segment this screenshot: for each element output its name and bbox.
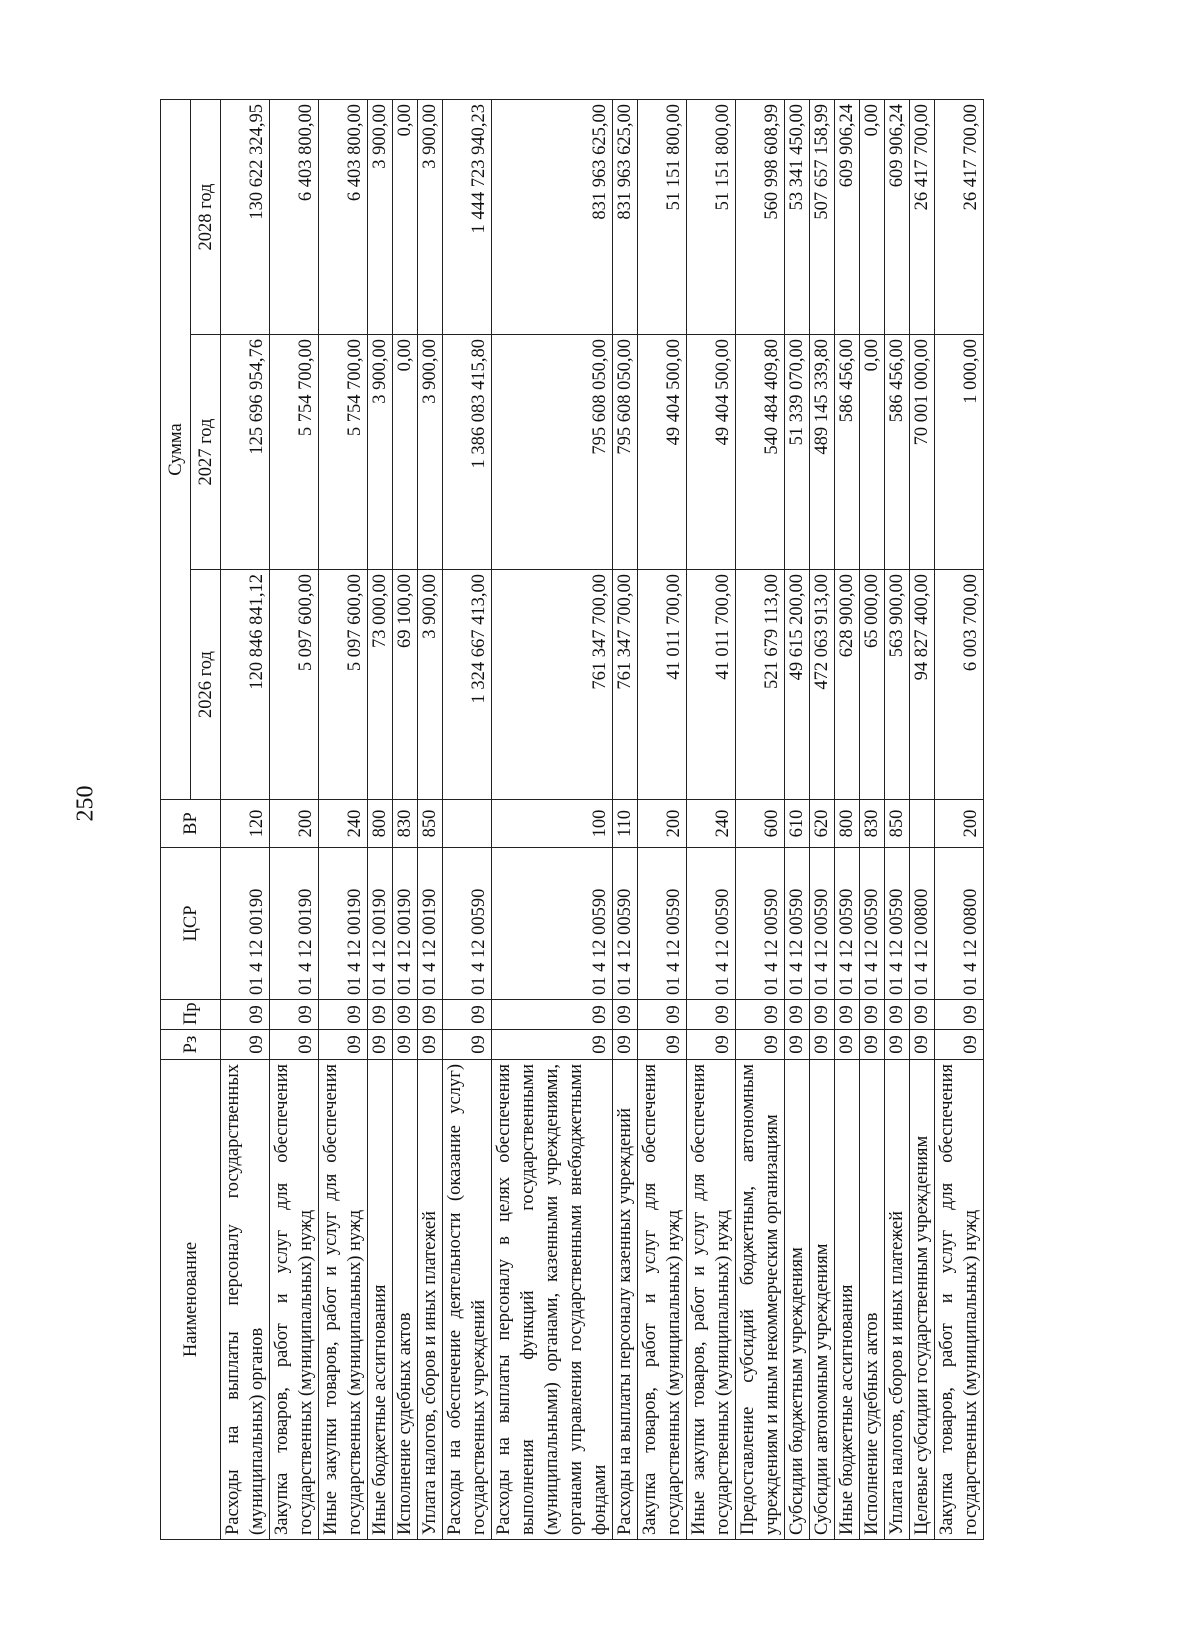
- table-row: [810, 99, 835, 1539]
- row-rz: 09: [910, 1030, 935, 1060]
- row-sum-2028: 1 444 723 940,23: [443, 99, 492, 334]
- row-vr: 600: [736, 800, 785, 848]
- row-name: Субсидии автономным учреждениям: [810, 1060, 835, 1540]
- row-sum-2026: 761 347 700,00: [492, 570, 613, 800]
- row-rz: 09: [368, 1030, 393, 1060]
- row-sum-2028: 831 963 625,00: [613, 99, 638, 334]
- row-name: Закупка товаров, работ и услуг для обеспечения государственных (муниципальных) нужд: [935, 1060, 984, 1540]
- table-row: [492, 99, 613, 1539]
- row-sum-2026: 472 063 913,00: [810, 570, 835, 800]
- row-name: Исполнение судебных актов: [393, 1060, 418, 1540]
- row-csr: 01 4 12 00590: [687, 848, 736, 1000]
- row-csr: 01 4 12 00590: [736, 848, 785, 1000]
- row-pr: 09: [935, 1000, 984, 1030]
- row-sum-2026: 628 900,00: [835, 570, 860, 800]
- row-vr: 240: [687, 800, 736, 848]
- row-sum-2027: 795 608 050,00: [613, 335, 638, 570]
- row-name: Иные бюджетные ассигнования: [835, 1060, 860, 1540]
- row-sum-2028: 0,00: [860, 99, 885, 334]
- row-rz: 09: [835, 1030, 860, 1060]
- row-pr: 09: [860, 1000, 885, 1030]
- row-csr: 01 4 12 00590: [810, 848, 835, 1000]
- row-sum-2027: 1 386 083 415,80: [443, 335, 492, 570]
- row-vr: 800: [835, 800, 860, 848]
- row-csr: 01 4 12 00800: [935, 848, 984, 1000]
- row-sum-2028: 609 906,24: [885, 99, 910, 334]
- row-pr: 09: [785, 1000, 810, 1030]
- row-pr: 09: [393, 1000, 418, 1030]
- row-sum-2026: 563 900,00: [885, 570, 910, 800]
- row-rz: 09: [221, 1030, 270, 1060]
- row-name: Уплата налогов, сборов и иных платежей: [418, 1060, 443, 1540]
- table-row: [835, 99, 860, 1539]
- row-name: Иные бюджетные ассигнования: [368, 1060, 393, 1540]
- row-sum-2028: 6 403 800,00: [319, 99, 368, 334]
- table-body: [221, 99, 984, 1539]
- table-row: [319, 99, 368, 1539]
- row-name: Иные закупки товаров, работ и услуг для обеспечения государственных (муниципальных) нужд: [687, 1060, 736, 1540]
- row-name: Расходы на выплаты персоналу казенных учреждений: [613, 1060, 638, 1540]
- row-sum-2028: 53 341 450,00: [785, 99, 810, 334]
- row-name: Закупка товаров, работ и услуг для обеспечения государственных (муниципальных) нужд: [638, 1060, 687, 1540]
- row-pr: 09: [885, 1000, 910, 1030]
- row-name: Исполнение судебных актов: [860, 1060, 885, 1540]
- row-name: Субсидии бюджетным учреждениям: [785, 1060, 810, 1540]
- row-pr: 09: [835, 1000, 860, 1030]
- row-vr: 200: [270, 800, 319, 848]
- row-vr: 850: [418, 800, 443, 848]
- row-pr: 09: [221, 1000, 270, 1030]
- row-sum-2028: 51 151 800,00: [638, 99, 687, 334]
- table-row: [785, 99, 810, 1539]
- row-rz: 09: [393, 1030, 418, 1060]
- row-vr: 100: [492, 800, 613, 848]
- header-rz: Рз: [161, 1030, 221, 1060]
- row-name: Закупка товаров, работ и услуг для обеспечения государственных (муниципальных) нужд: [270, 1060, 319, 1540]
- header-vr: ВР: [161, 800, 221, 848]
- row-sum-2028: 560 998 608,99: [736, 99, 785, 334]
- row-csr: 01 4 12 00590: [785, 848, 810, 1000]
- row-sum-2026: 73 000,00: [368, 570, 393, 800]
- table-row: [687, 99, 736, 1539]
- row-sum-2028: 0,00: [393, 99, 418, 334]
- row-sum-2027: 5 754 700,00: [270, 335, 319, 570]
- row-csr: 01 4 12 00190: [368, 848, 393, 1000]
- row-vr: 800: [368, 800, 393, 848]
- row-sum-2026: 69 100,00: [393, 570, 418, 800]
- row-vr: 830: [393, 800, 418, 848]
- row-rz: 09: [736, 1030, 785, 1060]
- row-sum-2027: 70 001 000,00: [910, 335, 935, 570]
- row-vr: 830: [860, 800, 885, 848]
- table-row: [270, 99, 319, 1539]
- row-sum-2028: 3 900,00: [418, 99, 443, 334]
- row-csr: 01 4 12 00190: [221, 848, 270, 1000]
- row-csr: 01 4 12 00590: [492, 848, 613, 1000]
- row-sum-2027: 0,00: [393, 335, 418, 570]
- table-row: [935, 99, 984, 1539]
- row-sum-2028: 26 417 700,00: [910, 99, 935, 334]
- table-row: [860, 99, 885, 1539]
- header-year-2027: 2027 год: [191, 335, 221, 570]
- row-sum-2028: 3 900,00: [368, 99, 393, 334]
- row-pr: 09: [443, 1000, 492, 1030]
- table-row: [736, 99, 785, 1539]
- row-sum-2028: 609 906,24: [835, 99, 860, 334]
- header-name: Наименование: [161, 1060, 221, 1540]
- rotated-page: [160, 100, 1055, 1540]
- row-sum-2027: 51 339 070,00: [785, 335, 810, 570]
- row-vr: 620: [810, 800, 835, 848]
- row-sum-2027: 1 000,00: [935, 335, 984, 570]
- budget-table: [160, 99, 984, 1540]
- row-pr: 09: [638, 1000, 687, 1030]
- row-pr: 09: [492, 1000, 613, 1030]
- row-name: Расходы на выплаты персоналу в целях обеспечения выполнения функций государственными (муниципальными) органами, казенными учреждениями, органами управления государственными внебюджетными фондами: [492, 1060, 613, 1540]
- row-csr: 01 4 12 00190: [270, 848, 319, 1000]
- row-sum-2026: 5 097 600,00: [319, 570, 368, 800]
- row-pr: 09: [687, 1000, 736, 1030]
- row-rz: 09: [492, 1030, 613, 1060]
- row-sum-2027: 586 456,00: [835, 335, 860, 570]
- row-sum-2026: 1 324 667 413,00: [443, 570, 492, 800]
- row-sum-2028: 831 963 625,00: [492, 99, 613, 334]
- row-sum-2027: 3 900,00: [418, 335, 443, 570]
- row-csr: 01 4 12 00590: [613, 848, 638, 1000]
- row-vr: [910, 800, 935, 848]
- row-sum-2028: 51 151 800,00: [687, 99, 736, 334]
- row-vr: 240: [319, 800, 368, 848]
- row-name: Уплата налогов, сборов и иных платежей: [885, 1060, 910, 1540]
- row-vr: [443, 800, 492, 848]
- header-csr: ЦСР: [161, 848, 221, 1000]
- table-row: [885, 99, 910, 1539]
- row-rz: 09: [638, 1030, 687, 1060]
- row-rz: 09: [613, 1030, 638, 1060]
- row-vr: 610: [785, 800, 810, 848]
- table-row: [638, 99, 687, 1539]
- row-pr: 09: [736, 1000, 785, 1030]
- row-sum-2027: 3 900,00: [368, 335, 393, 570]
- row-csr: 01 4 12 00590: [860, 848, 885, 1000]
- row-rz: 09: [860, 1030, 885, 1060]
- header-year-2026: 2026 год: [191, 570, 221, 800]
- row-sum-2028: 130 622 324,95: [221, 99, 270, 334]
- header-year-2028: 2028 год: [191, 99, 221, 334]
- table-row: [443, 99, 492, 1539]
- row-pr: 09: [418, 1000, 443, 1030]
- row-sum-2027: 5 754 700,00: [319, 335, 368, 570]
- row-name: Расходы на выплаты персоналу государственных (муниципальных) органов: [221, 1060, 270, 1540]
- header-pr: Пр: [161, 1000, 221, 1030]
- row-sum-2026: 41 011 700,00: [687, 570, 736, 800]
- row-vr: 120: [221, 800, 270, 848]
- row-vr: 110: [613, 800, 638, 848]
- row-name: Расходы на обеспечение деятельности (оказание услуг) государственных учреждений: [443, 1060, 492, 1540]
- row-sum-2026: 761 347 700,00: [613, 570, 638, 800]
- row-name: Иные закупки товаров, работ и услуг для обеспечения государственных (муниципальных) нужд: [319, 1060, 368, 1540]
- row-sum-2028: 26 417 700,00: [935, 99, 984, 334]
- row-csr: 01 4 12 00190: [393, 848, 418, 1000]
- row-sum-2026: 3 900,00: [418, 570, 443, 800]
- row-vr: 850: [885, 800, 910, 848]
- row-pr: 09: [810, 1000, 835, 1030]
- header-sum: Сумма: [161, 99, 191, 799]
- row-sum-2027: 125 696 954,76: [221, 335, 270, 570]
- row-vr: 200: [638, 800, 687, 848]
- row-sum-2026: 6 003 700,00: [935, 570, 984, 800]
- row-sum-2027: 795 608 050,00: [492, 335, 613, 570]
- row-rz: 09: [319, 1030, 368, 1060]
- row-csr: 01 4 12 00190: [319, 848, 368, 1000]
- row-pr: 09: [319, 1000, 368, 1030]
- row-sum-2027: 49 404 500,00: [687, 335, 736, 570]
- row-rz: 09: [885, 1030, 910, 1060]
- row-pr: 09: [368, 1000, 393, 1030]
- row-name: Целевые субсидии государственным учреждениям: [910, 1060, 935, 1540]
- row-rz: 09: [687, 1030, 736, 1060]
- row-rz: 09: [443, 1030, 492, 1060]
- row-rz: 09: [810, 1030, 835, 1060]
- row-rz: 09: [418, 1030, 443, 1060]
- row-sum-2026: 521 679 113,00: [736, 570, 785, 800]
- row-csr: 01 4 12 00190: [418, 848, 443, 1000]
- row-sum-2027: 0,00: [860, 335, 885, 570]
- table-row: [613, 99, 638, 1539]
- row-sum-2026: 5 097 600,00: [270, 570, 319, 800]
- table-row: [368, 99, 393, 1539]
- row-csr: 01 4 12 00590: [835, 848, 860, 1000]
- row-csr: 01 4 12 00590: [638, 848, 687, 1000]
- row-sum-2026: 94 827 400,00: [910, 570, 935, 800]
- row-sum-2026: 65 000,00: [860, 570, 885, 800]
- table-row: [418, 99, 443, 1539]
- row-sum-2028: 6 403 800,00: [270, 99, 319, 334]
- row-vr: 200: [935, 800, 984, 848]
- table-row: [910, 99, 935, 1539]
- row-sum-2026: 120 846 841,12: [221, 570, 270, 800]
- table-row: [393, 99, 418, 1539]
- row-pr: 09: [613, 1000, 638, 1030]
- row-sum-2026: 49 615 200,00: [785, 570, 810, 800]
- row-csr: 01 4 12 00590: [443, 848, 492, 1000]
- row-csr: 01 4 12 00800: [910, 848, 935, 1000]
- row-sum-2027: 540 484 409,80: [736, 335, 785, 570]
- row-sum-2027: 489 145 339,80: [810, 335, 835, 570]
- table-row: [221, 99, 270, 1539]
- row-rz: 09: [270, 1030, 319, 1060]
- row-sum-2027: 586 456,00: [885, 335, 910, 570]
- page-number: 250: [72, 785, 99, 822]
- row-pr: 09: [910, 1000, 935, 1030]
- table-header: [161, 99, 221, 1539]
- row-name: Предоставление субсидий бюджетным, автономным учреждениям и иным некоммерческим организациям: [736, 1060, 785, 1540]
- row-sum-2028: 507 657 158,99: [810, 99, 835, 334]
- row-rz: 09: [785, 1030, 810, 1060]
- row-rz: 09: [935, 1030, 984, 1060]
- row-sum-2026: 41 011 700,00: [638, 570, 687, 800]
- row-pr: 09: [270, 1000, 319, 1030]
- row-csr: 01 4 12 00590: [885, 848, 910, 1000]
- row-sum-2027: 49 404 500,00: [638, 335, 687, 570]
